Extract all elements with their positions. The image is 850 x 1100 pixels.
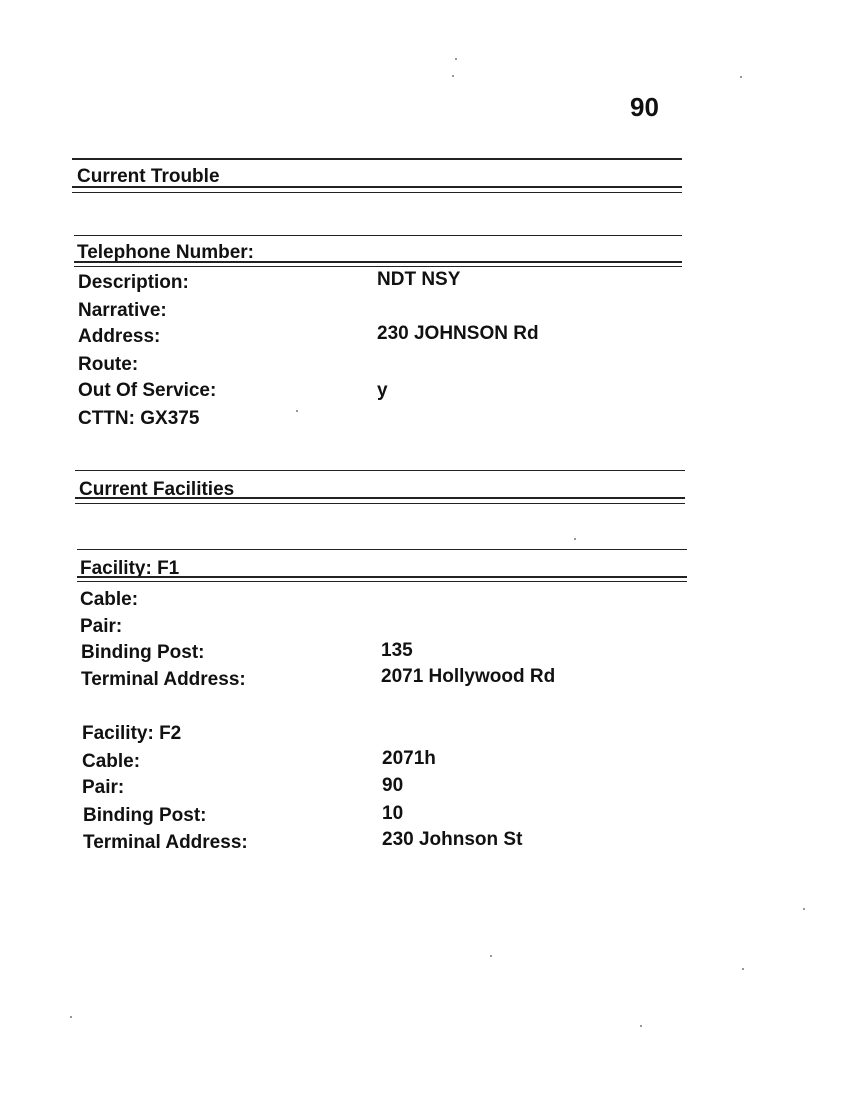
telephone-number-label: Telephone Number: [77,242,254,263]
cttn-label: CTTN: GX375 [78,408,200,429]
f1-pair-label: Pair: [80,616,123,637]
description-value: NDT NSY [377,269,461,290]
divider [72,158,682,160]
f2-cable-value: 2071h [382,748,436,769]
divider [72,186,682,188]
divider [74,261,682,263]
current-trouble-title: Current Trouble [77,166,220,187]
scan-speck [740,76,742,78]
address-label: Address: [78,326,161,347]
scan-speck [640,1025,642,1027]
divider [77,576,687,578]
narrative-label: Narrative: [78,300,167,321]
scan-speck [70,1016,72,1018]
facility-f2-heading: Facility: F2 [82,723,182,744]
f2-terminal-address-label: Terminal Address: [83,832,248,853]
f2-pair-label: Pair: [82,777,125,798]
description-label: Description: [78,272,189,293]
f2-cable-label: Cable: [82,751,141,772]
current-facilities-title: Current Facilities [79,479,235,500]
f1-binding-post-label: Binding Post: [81,642,205,663]
scan-speck [296,410,298,412]
f2-pair-value: 90 [382,775,404,796]
scan-speck [490,955,492,957]
route-label: Route: [78,354,139,375]
f1-terminal-address-label: Terminal Address: [81,669,246,690]
address-value: 230 JOHNSON Rd [377,323,539,344]
f2-binding-post-label: Binding Post: [83,805,207,826]
scan-speck [574,538,576,540]
page-number: 90 [630,92,659,122]
f2-terminal-address-value: 230 Johnson St [382,829,523,850]
scan-speck [455,58,457,60]
scan-speck [742,968,744,970]
f1-terminal-address-value: 2071 Hollywood Rd [381,666,556,687]
divider [77,581,687,582]
divider [77,549,687,550]
divider [74,266,682,267]
divider [75,497,685,499]
scan-speck [803,908,805,910]
scan-speck [452,75,454,77]
f1-binding-post-value: 135 [381,640,413,661]
divider [74,235,682,236]
facility-f1-heading: Facility: F1 [80,558,180,579]
out-of-service-value: y [377,380,388,401]
divider [72,192,682,193]
f2-binding-post-value: 10 [382,803,404,824]
divider [75,503,685,504]
out-of-service-label: Out Of Service: [78,380,217,401]
divider [75,470,685,471]
f1-cable-label: Cable: [80,589,139,610]
